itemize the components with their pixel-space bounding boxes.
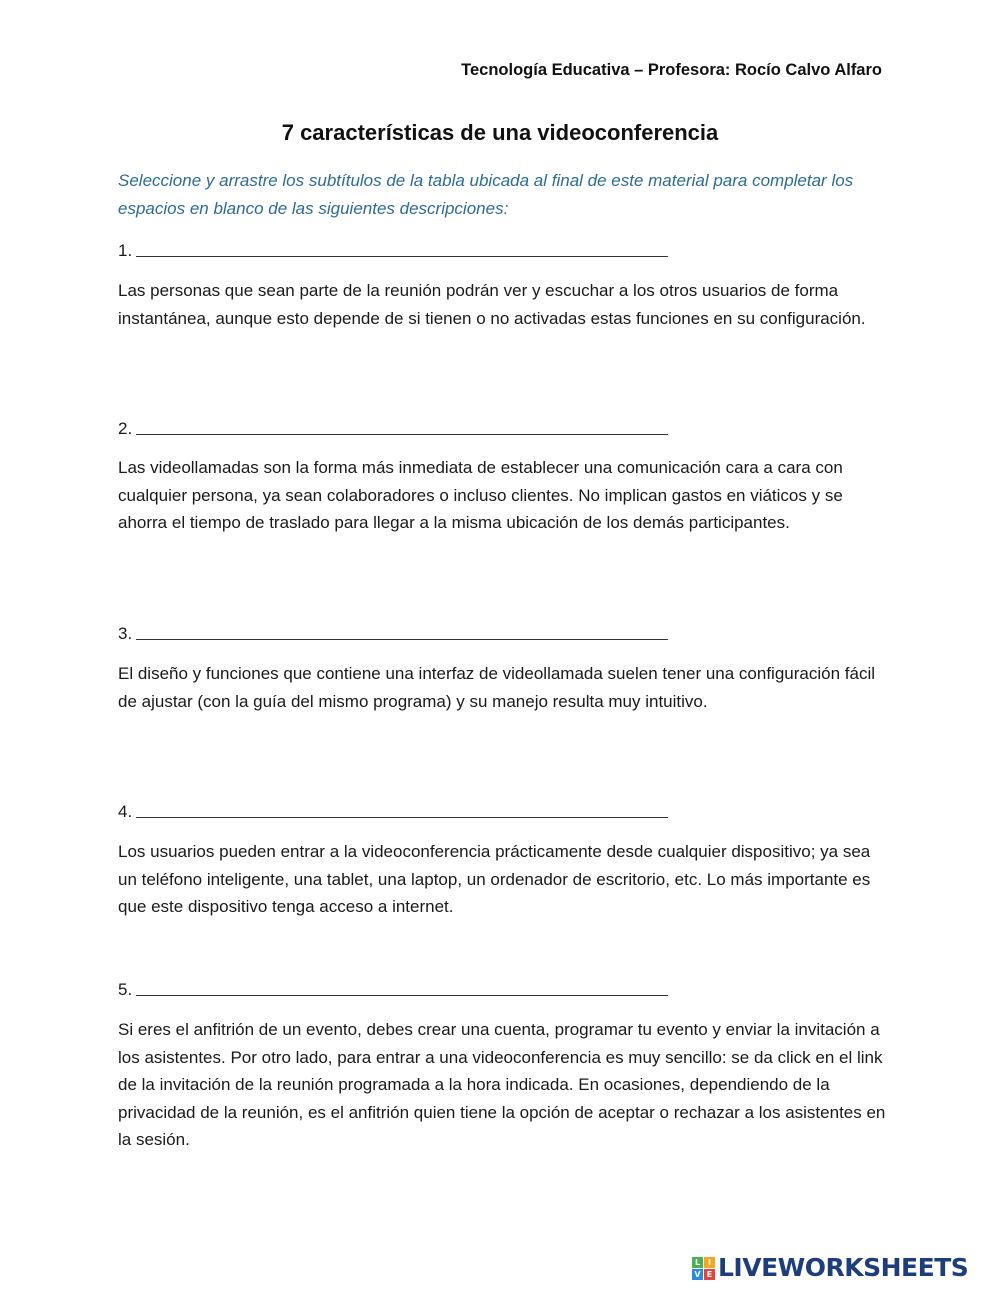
item-3-line [118,621,668,644]
item-4-description: Los usuarios pueden entrar a la videoconferencia prácticamente desde cualquier dispositivo; ya sea un teléfono inteligente, una tablet, una laptop, un ordenador de escritorio, etc. Lo más importante es que este dispositivo tenga acceso a internet. [118,842,871,917]
item-number: 5. [118,980,133,999]
item-1-line [118,238,668,261]
item-number: 3. [118,624,133,643]
answer-blank-1[interactable] [136,238,668,257]
page-title: 7 características de una videoconferencia [281,120,719,145]
answer-blank-5[interactable] [136,977,668,996]
logo-mark-letter: I [704,1257,715,1268]
logo-wordmark: LIVEWORKSHEETS [718,1253,969,1282]
answer-blank-3[interactable] [136,621,668,640]
answer-blank-4[interactable] [136,799,668,818]
item-5-line [118,977,668,1000]
item-number: 2. [118,419,133,438]
answer-blank-2[interactable] [136,416,668,435]
item-3-description: El diseño y funciones que contiene una interfaz de videollamada suelen tener una configuración fácil de ajustar (con la guía del mismo programa) y su manejo resulta muy intuitivo. [118,664,875,711]
item-2-description: Las videollamadas son la forma más inmediata de establecer una comunicación cara a cara con cualquier persona, ya sean colaboradores o incluso clientes. No implican gastos en viáticos y se ahorra el tiempo de traslado para llegar a la misma ubicación de los demás participantes. [118,458,843,533]
item-1-description: Las personas que sean parte de la reunión podrán ver y escuchar a los otros usuarios de forma instantánea, aunque esto depende de si tienen o no activadas estas funciones en su configuración. [118,281,866,328]
logo-mark-letter: L [692,1257,703,1268]
item-number: 1. [118,241,133,260]
item-4-line [118,799,668,822]
item-number: 4. [118,802,133,821]
live-mark-icon [692,1257,715,1280]
liveworksheets-logo[interactable] [692,1254,968,1282]
document-header: Tecnología Educativa – Profesora: Rocío Calvo Alfaro [461,61,882,79]
item-2-line [118,416,668,439]
instructions-text: Seleccione y arrastre los subtítulos de la tabla ubicada al final de este material para completar los espacios en blanco de las siguientes descripciones: [118,171,854,218]
logo-mark-letter: E [704,1269,715,1280]
logo-mark-letter: V [692,1269,703,1280]
item-5-description: Si eres el anfitrión de un evento, debes crear una cuenta, programar tu evento y enviar la invitación a los asistentes. Por otro lado, para entrar a una videoconferencia es muy sencillo: se da click en el link de la invitación de la reunión programada a la hora indicada. En ocasiones, dependiendo de la privacidad de la reunión, es el anfitrión quien tiene la opción de aceptar o rechazar a los asistentes en la sesión. [118,1020,886,1150]
